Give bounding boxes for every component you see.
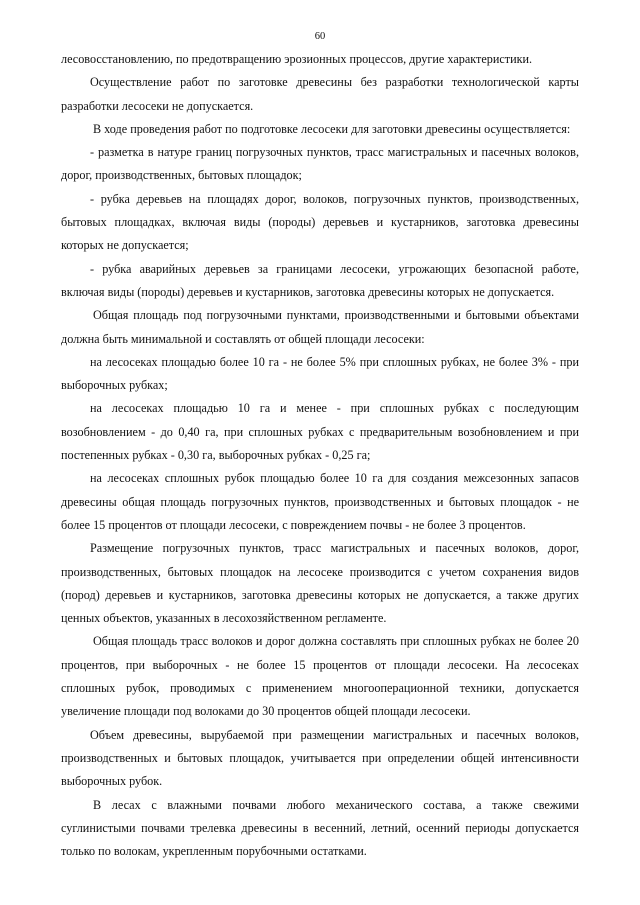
list-item: на лесосеках сплошных рубок площадью более 10 га для создания межсезонных запасов древесины общая площадь погрузочных пунктов, производственных и бытовых площадок - не более 15 процентов от площади лесосеки, с повреждением почвы - не более 3 процентов.: [61, 471, 579, 532]
paragraph: Общая площадь под погрузочными пунктами, производственными и бытовыми объектами должна быть минимальной и составлять от общей площади лесосеки:: [61, 308, 579, 346]
paragraph: Объем древесины, вырубаемой при размещении магистральных и пасечных волоков, производственных и бытовых площадок, учитывается при определении общей интенсивности выборочных рубок.: [61, 727, 579, 789]
list-item: - рубка аварийных деревьев за границами лесосеки, угрожающих безопасной работе, включая виды (породы) деревьев и кустарников, заготовка древесины которых не допускается.: [61, 261, 579, 299]
list-item: - разметка в натуре границ погрузочных пунктов, трасс магистральных и пасечных волоков, дорог, производственных, бытовых площадок;: [61, 145, 579, 183]
list-item: на лесосеках площадью 10 га и менее - при сплошных рубках с последующим возобновлением - до 0,40 га, при сплошных рубках с предварительным возобновлением и при постепенных рубках - 0,30 га, выборочных рубках - 0,25 га;: [61, 401, 579, 463]
paragraph-continuation: лесовосстановлению, по предотвращению эрозионных процессов, другие характеристики.: [61, 52, 533, 66]
paragraph: Размещение погрузочных пунктов, трасс магистральных и пасечных волоков, дорог, производственных, бытовых площадок на лесосеке производится с учетом сохранения видов (пород) деревьев и кустарников, заготовка древесины которых не допускается, а также других ценных объектов, указанных в лесохозяйственном регламенте.: [61, 541, 579, 626]
list-item: - рубка деревьев на площадях дорог, волоков, погрузочных пунктов, производственных, бытовых площадках, включая виды (породы) деревьев и кустарников, заготовка древесины которых не допускается;: [61, 191, 579, 253]
page-number: 60: [314, 31, 326, 42]
paragraph: Общая площадь трасс волоков и дорог должна составлять при сплошных рубках не более 20 процентов, при выборочных - не более 15 процентов от площади лесосеки. На лесосеках сплошных рубок, проводимых с применением многооперационной техники, допускается увеличение площади под волоками до 30 процентов общей площади лесосеки.: [61, 634, 579, 719]
paragraph: В ходе проведения работ по подготовке лесосеки для заготовки древесины осуществляется:: [93, 121, 571, 136]
paragraph: Осуществление работ по заготовке древесины без разработки технологической карты разработки лесосеки не допускается.: [61, 75, 579, 113]
paragraph: В лесах с влажными почвами любого механического состава, а также свежими суглинистыми почвами трелевка древесины в весенний, летний, осенний периоды допускается только по волокам, укрепленным порубочными остатками.: [61, 797, 579, 859]
document-body: [61, 48, 579, 863]
list-item: на лесосеках площадью более 10 га - не более 5% при сплошных рубках, не более 3% - при выборочных рубках;: [61, 354, 579, 393]
